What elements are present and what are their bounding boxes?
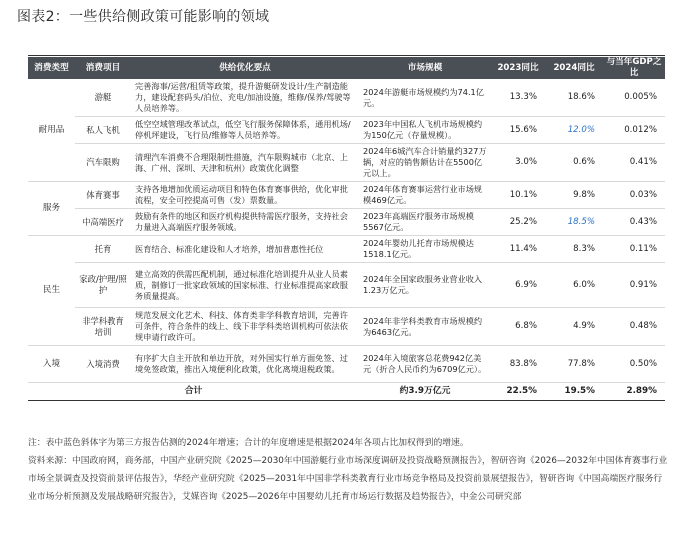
yoy-2024-cell: 9.8%	[545, 182, 603, 209]
source-text: 资料来源：中国政府网，商务部，中国产业研究院《2025—2030年中国游艇行业市场深度调研及投资战略预测报告》，智研咨询《2026—2032年中国体育赛事行业市场全景调查及投资前景评估报告》，华经产业研究院《2025—2031年中国非学科类教育行业市场竞争格局及投资前景展望报告》，智研咨询《中国高端医疗服务行业市场分析预测及发展战略研究报告》，艾媒咨询《2025—2026年中国婴幼儿托育市场运行数据及趋势报告》，中金公司研究部	[28, 456, 668, 502]
table-row	[28, 182, 665, 209]
item-cell: 汽车限购	[75, 144, 131, 182]
gdp-ratio-cell: 0.43%	[603, 209, 665, 236]
yoy-2024-cell: 6.0%	[545, 263, 603, 308]
category-cell: 耐用品	[28, 79, 75, 182]
yoy-2023-cell: 10.1%	[491, 182, 545, 209]
gdp-ratio-cell: 0.012%	[603, 117, 665, 144]
yoy-2024-cell: 0.6%	[545, 144, 603, 182]
table-row	[28, 236, 665, 263]
header-gdp-ratio: 与当年GDP之比	[603, 57, 665, 79]
market-cell: 2024年6城汽车合计销量约327万辆，对应的销售额估计在5500亿元以上。	[359, 144, 491, 182]
table-row	[28, 79, 665, 117]
gdp-ratio-cell: 0.41%	[603, 144, 665, 182]
yoy-2023-cell: 3.0%	[491, 144, 545, 182]
total-yoy-2024: 19.5%	[545, 383, 603, 401]
policy-cell: 有序扩大自主开放和单边开放，对外国实行单方面免签、过境免签政策，推出入境便利化政策，优化离境退税政策。	[131, 346, 359, 383]
market-cell: 2023年高端医疗服务市场规模5567亿元。	[359, 209, 491, 236]
yoy-2023-cell: 11.4%	[491, 236, 545, 263]
yoy-2023-cell: 6.8%	[491, 308, 545, 346]
note-text: 注：表中蓝色斜体字为第三方报告估测的2024年增速；合计的年度增速是根据2024年各项占比加权得到的增速。	[28, 438, 469, 448]
header-yoy-2023: 2023同比	[491, 57, 545, 79]
header-consumption-type: 消费类型	[28, 57, 75, 79]
header-policy-points: 供给优化要点	[131, 57, 359, 79]
total-row	[28, 383, 665, 401]
market-cell: 2024年全国家政服务业营业收入1.23万亿元。	[359, 263, 491, 308]
figure-title: 图表2：一些供给侧政策可能影响的领域	[17, 9, 270, 25]
top-rule	[28, 55, 665, 56]
yoy-2023-cell: 6.9%	[491, 263, 545, 308]
yoy-2024-cell: 12.0%	[545, 117, 603, 144]
table-row	[28, 346, 665, 383]
yoy-2024-cell: 18.6%	[545, 79, 603, 117]
yoy-2024-cell: 8.3%	[545, 236, 603, 263]
gdp-ratio-cell: 0.005%	[603, 79, 665, 117]
gdp-ratio-cell: 0.11%	[603, 236, 665, 263]
yoy-2023-cell: 13.3%	[491, 79, 545, 117]
policy-table	[28, 57, 665, 401]
table-row	[28, 209, 665, 236]
category-cell: 服务	[28, 182, 75, 236]
policy-cell: 清理汽车消费不合理限制性措施，汽车限购城市（北京、上海、广州、深圳、天津和杭州）政策优化调整	[131, 144, 359, 182]
gdp-ratio-cell: 0.48%	[603, 308, 665, 346]
yoy-2024-cell: 77.8%	[545, 346, 603, 383]
item-cell: 托育	[75, 236, 131, 263]
item-cell: 入境消费	[75, 346, 131, 383]
yoy-2023-cell: 83.8%	[491, 346, 545, 383]
table-row	[28, 263, 665, 308]
policy-cell: 低空空域管理改革试点，低空飞行服务保障体系，通用机场/停机坪建设，飞行员/维修等人员培养等。	[131, 117, 359, 144]
market-cell: 2024年游艇市场规模约为74.1亿元。	[359, 79, 491, 117]
item-cell: 家政/护理/照护	[75, 263, 131, 308]
policy-cell: 完善海事/运营/租赁等政策，提升游艇研发设计/生产制造能力，建设配套码头/泊位、充电/加油设施，维修/保养/驾驶等人员培养等。	[131, 79, 359, 117]
footnotes	[28, 434, 668, 506]
item-cell: 游艇	[75, 79, 131, 117]
yoy-2024-cell: 4.9%	[545, 308, 603, 346]
total-label: 合计	[28, 383, 359, 401]
total-gdp-ratio: 2.89%	[603, 383, 665, 401]
yoy-2023-cell: 25.2%	[491, 209, 545, 236]
gdp-ratio-cell: 0.03%	[603, 182, 665, 209]
header-consumption-item: 消费项目	[75, 57, 131, 79]
category-cell: 民生	[28, 236, 75, 346]
yoy-2023-cell: 15.6%	[491, 117, 545, 144]
table-row	[28, 117, 665, 144]
policy-cell: 鼓励有条件的地区和医疗机构提供特需医疗服务，支持社会力量进入高端医疗服务领域。	[131, 209, 359, 236]
table-row	[28, 144, 665, 182]
table-row	[28, 308, 665, 346]
item-cell: 体育赛事	[75, 182, 131, 209]
header-yoy-2024: 2024同比	[545, 57, 603, 79]
item-cell: 私人飞机	[75, 117, 131, 144]
policy-cell: 规范发展文化艺术、科技、体育类非学科教育培训，完善许可条件，符合条件的线上、线下非学科类培训机构可依法依规申请行政许可。	[131, 308, 359, 346]
table-header-row	[28, 57, 665, 79]
policy-cell: 医育结合、标准化建设和人才培养，增加普惠性托位	[131, 236, 359, 263]
market-cell: 2024年体育赛事运营行业市场规模469亿元。	[359, 182, 491, 209]
yoy-2024-cell: 18.5%	[545, 209, 603, 236]
market-cell: 2023年中国私人飞机市场规模约为150亿元（存量规模）。	[359, 117, 491, 144]
total-yoy-2023: 22.5%	[491, 383, 545, 401]
item-cell: 中高端医疗	[75, 209, 131, 236]
item-cell: 非学科教育培训	[75, 308, 131, 346]
policy-cell: 支持各地增加优质运动项目和特色体育赛事供给，优化审批流程，安全可控提高可售（发）票数量。	[131, 182, 359, 209]
policy-cell: 建立高效的供需匹配机制，通过标准化培训提升从业人员素质，制修订一批家政领域的国家标准、行业标准提高家政服务质量提高。	[131, 263, 359, 308]
category-cell: 入境	[28, 346, 75, 383]
total-market: 约3.9万亿元	[359, 383, 491, 401]
header-market-size: 市场规模	[359, 57, 491, 79]
gdp-ratio-cell: 0.91%	[603, 263, 665, 308]
market-cell: 2024年入境旅客总花费942亿美元（折合人民币约为6709亿元）。	[359, 346, 491, 383]
gdp-ratio-cell: 0.50%	[603, 346, 665, 383]
market-cell: 2024年非学科类教育市场规模约为6463亿元。	[359, 308, 491, 346]
market-cell: 2024年婴幼儿托育市场规模达1518.1亿元。	[359, 236, 491, 263]
